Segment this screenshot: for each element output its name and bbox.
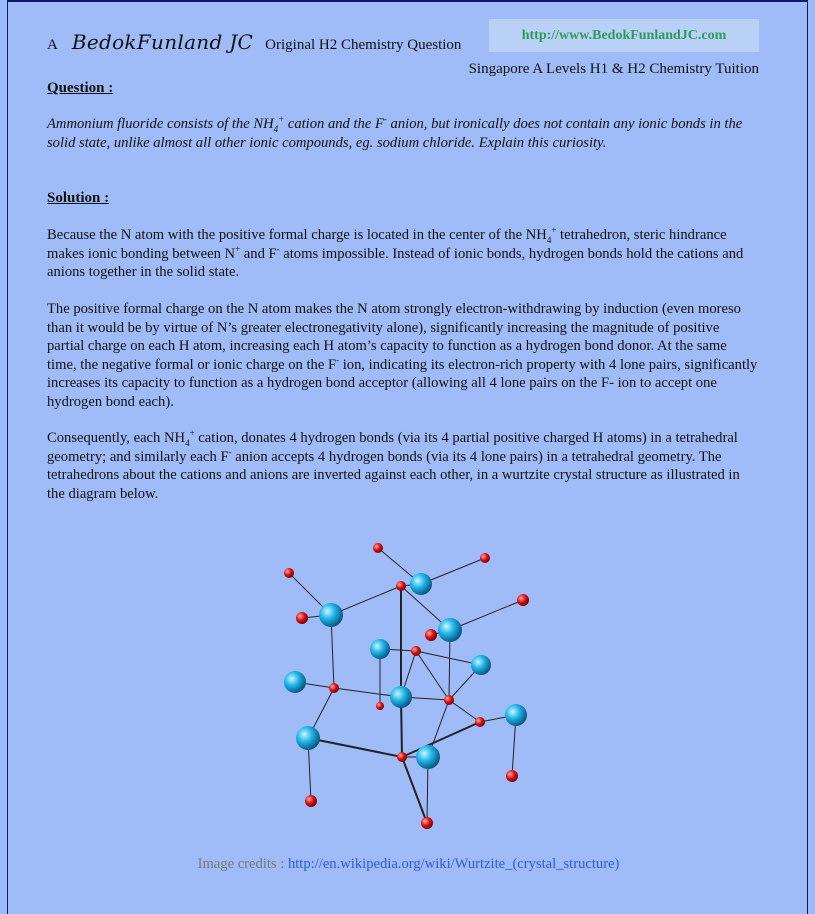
large-atom (410, 573, 432, 595)
credits-link[interactable]: http://en.wikipedia.org/wiki/Wurtzite_(crystal_structure) (287, 856, 620, 872)
h-atom (411, 646, 421, 656)
large-atom (319, 603, 343, 627)
solution-paragraph-1: Because the N atom with the positive formal charge is located in the center of the $NH_4^+$ tetrahedron, steric hindrance makes ionic bonding between N+ and F- atoms impossible. Instead of ionic bonds, hydrogen bonds hold the cations and anions together in the solid state. (47, 225, 744, 280)
h-atom (425, 629, 437, 641)
site-url-box (489, 19, 759, 52)
solution-paragraph-3: Consequently, each $NH_4^+$ cation, donates 4 hydrogen bonds (via its 4 partial positive charged H atoms) in a tetrahedral geometry; and similarly each F- anion accepts 4 hydrogen bonds (via its 4 lone pairs) in a tetrahedral geometry. The tetrahedrons about the cations and anions are inverted against each other, in a wurtzite crystal structure as illustrated in the diagram below. (47, 428, 740, 502)
h-atom (421, 817, 433, 829)
h-atom (284, 568, 294, 578)
solution-heading: Solution : (47, 190, 110, 206)
h-atom (373, 543, 383, 553)
h-atom (305, 795, 317, 807)
large-atom (370, 639, 390, 659)
h-atom (475, 717, 485, 727)
question-text: Ammonium fluoride consists of the $NH_4^+$ cation and the F- anion, but ironically does not contain any ionic bonds in the solid state, unlike almost all other ionic compounds, eg. sodium chloride. Explain this curiosity. (47, 114, 743, 151)
solution-paragraph-2: The positive formal charge on the N atom makes the N atom strongly electron-withdrawing by induction (even moreso than it would be by virtue of N’s greater electronegativity alone), significantly increasing the magnitude of positive partial charge on each H atom, increasing each H atom’s capacity to function as a hydrogen bond donor. At the same time, the negative formal or ionic charge on the F- ion, indicating its electron-rich property with 4 lone pairs, significantly increases its capacity to function as a hydrogen bond acceptor (allowing all 4 lone pairs on the F- ion to accept one hydrogen bond each). (47, 301, 758, 410)
h-atom (329, 683, 339, 693)
large-atom (505, 704, 527, 726)
h-atom (296, 612, 308, 624)
large-atom (416, 745, 440, 769)
h-atom (517, 594, 529, 606)
question-heading: Question : (47, 80, 114, 96)
large-atom (296, 726, 320, 750)
site-url-link[interactable]: http://www.BedokFunlandJC.com (521, 27, 727, 43)
header-title: Original H2 Chemistry Question (265, 37, 462, 53)
wurtzite-structure-diagram (270, 538, 540, 838)
large-atom (438, 618, 462, 642)
header-prefix: A (47, 37, 58, 53)
page-header (47, 30, 461, 54)
h-atom (480, 553, 490, 563)
h-atom (444, 695, 454, 705)
tagline: Singapore A Levels H1 & H2 Chemistry Tuition (468, 61, 759, 77)
page (7, 0, 808, 914)
large-atom (390, 686, 412, 708)
large-atom (471, 655, 491, 675)
brand-logo-text: BedokFunland JC (71, 30, 254, 54)
h-atom (506, 770, 518, 782)
large-atom (284, 671, 306, 693)
image-credits (8, 856, 809, 873)
h-atom (396, 581, 406, 591)
h-atom (376, 702, 384, 710)
h-atom (397, 752, 407, 762)
bonds (289, 548, 523, 823)
credits-label: Image credits : (197, 856, 288, 872)
